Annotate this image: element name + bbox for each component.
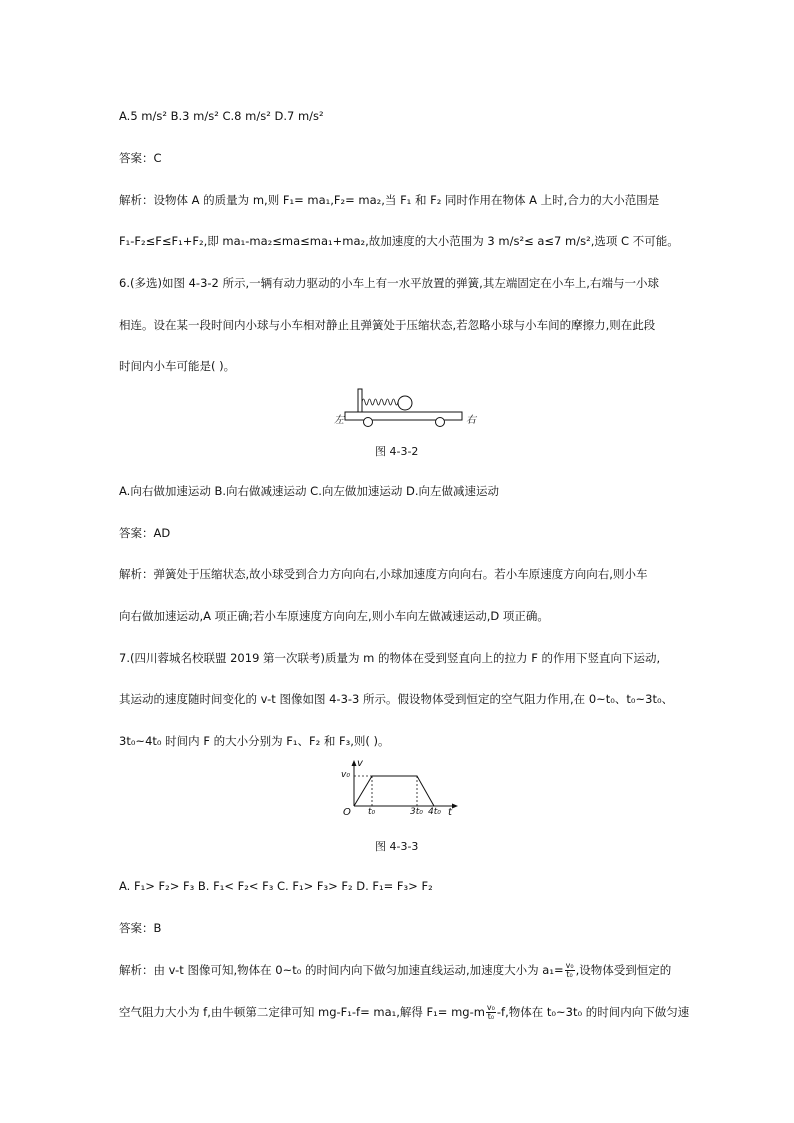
fraction-v0-over-t0-2 — [486, 1004, 496, 1021]
axis-label-v: v — [357, 758, 363, 769]
q7-answer: 答案：B — [119, 921, 162, 935]
fraction-numerator-2: v₀ — [486, 1003, 495, 1012]
tick-label-t0: t₀ — [368, 807, 376, 817]
v-axis-arrow — [352, 760, 357, 766]
q6-explanation-line2: 向右做加速运动,A 项正确;若小车原速度方向向左,则小车向左做减速运动,D 项正确。 — [119, 609, 549, 623]
ball — [398, 396, 412, 410]
fraction-denominator: t₀ — [566, 970, 573, 979]
fraction-denominator-2: t₀ — [487, 1012, 495, 1021]
fig-label-right: 右 — [466, 415, 476, 426]
figure-4-3-3 — [340, 760, 465, 822]
q7-stem-line2: 其运动的速度随时间变化的 v-t 图像如图 4-3-3 所示。假设物体受到恒定的空气阻力作用,在 0~t₀、t₀~3t₀、 — [119, 692, 674, 706]
q5-options: A.5 m/s² B.3 m/s² C.8 m/s² D.7 m/s² — [119, 109, 324, 123]
q6-stem-line2: 相连。设在某一段时间内小球与小车相对静止且弹簧处于压缩状态,若忽略小球与小车间的摩擦力,则在此段 — [119, 318, 656, 332]
q7-explanation-line2-text: 空气阻力大小为 f,由牛顿第二定律可知 mg-F₁-f= ma₁,解得 F₁= mg-m — [119, 1005, 485, 1019]
q5-explanation-line2: F₁-F₂≤F≤F₁+F₂,即 ma₁-ma₂≤ma≤ma₁+ma₂,故加速度的大小范围为 3 m/s²≤ a≤7 m/s²,选项 C 不可能。 — [119, 234, 679, 248]
velocity-curve — [354, 776, 434, 806]
t-axis-arrow — [452, 804, 458, 809]
q7-explanation-line1-tail: ,设物体受到恒定的 — [575, 963, 672, 977]
q7-explanation-line1-text: 解析：由 v-t 图像可知,物体在 0~t₀ 的时间内向下做匀加速直线运动,加速度大小为 a₁= — [119, 963, 564, 977]
fraction-v0-over-t0 — [565, 962, 575, 979]
q5-answer: 答案：C — [119, 151, 162, 165]
q6-options: A.向右做加速运动 B.向右做减速运动 C.向左做加速运动 D.向左做减速运动 — [119, 484, 500, 498]
spring — [362, 399, 398, 405]
spring-wall — [358, 389, 362, 412]
tick-label-4t0: 4t₀ — [428, 807, 441, 817]
figure-4-3-2 — [330, 384, 480, 430]
q6-answer: 答案：AD — [119, 526, 171, 540]
fig-label-left: 左 — [334, 415, 344, 426]
figure-4-3-2-caption: 图 4-3-2 — [375, 445, 419, 458]
figure-4-3-3-caption: 图 4-3-3 — [375, 840, 419, 853]
q7-options: A. F₁> F₂> F₃ B. F₁< F₂< F₃ C. F₁> F₃> F₂ D. F₁= F₃> F₂ — [119, 879, 433, 893]
right-wheel — [436, 418, 445, 427]
q6-explanation-line1: 解析：弹簧处于压缩状态,故小球受到合力方向向右,小球加速度方向向右。若小车原速度方向向右,则小车 — [119, 567, 648, 581]
vt-graph — [340, 760, 465, 822]
tick-label-3t0: 3t₀ — [410, 807, 423, 817]
q7-explanation-line1 — [119, 962, 671, 979]
q7-explanation-line2 — [119, 1004, 689, 1021]
q7-stem-line3: 3t₀~4t₀ 时间内 F 的大小分别为 F₁、F₂ 和 F₃,则( )。 — [119, 734, 390, 748]
cart-body — [345, 412, 462, 420]
axis-label-t: t — [448, 807, 452, 818]
q6-stem-line1: 6.(多选)如图 4-3-2 所示,一辆有动力驱动的小车上有一水平放置的弹簧,其左端固定在小车上,右端与一小球 — [119, 276, 659, 290]
q7-stem-line1: 7.(四川蓉城名校联盟 2019 第一次联考)质量为 m 的物体在受到竖直向上的拉力 F 的作用下竖直向下运动, — [119, 651, 661, 665]
cart-diagram — [330, 384, 480, 430]
fraction-numerator: v₀ — [565, 961, 574, 970]
q5-explanation-line1: 解析：设物体 A 的质量为 m,则 F₁= ma₁,F₂= ma₂,当 F₁ 和 F₂ 同时作用在物体 A 上时,合力的大小范围是 — [119, 193, 660, 207]
origin-label: O — [343, 807, 351, 818]
q6-stem-line3: 时间内小车可能是( )。 — [119, 359, 236, 373]
left-wheel — [364, 418, 373, 427]
q7-explanation-line2-tail: -f,物体在 t₀~3t₀ 的时间内向下做匀速 — [496, 1005, 690, 1019]
tick-label-v0: v₀ — [341, 770, 350, 780]
